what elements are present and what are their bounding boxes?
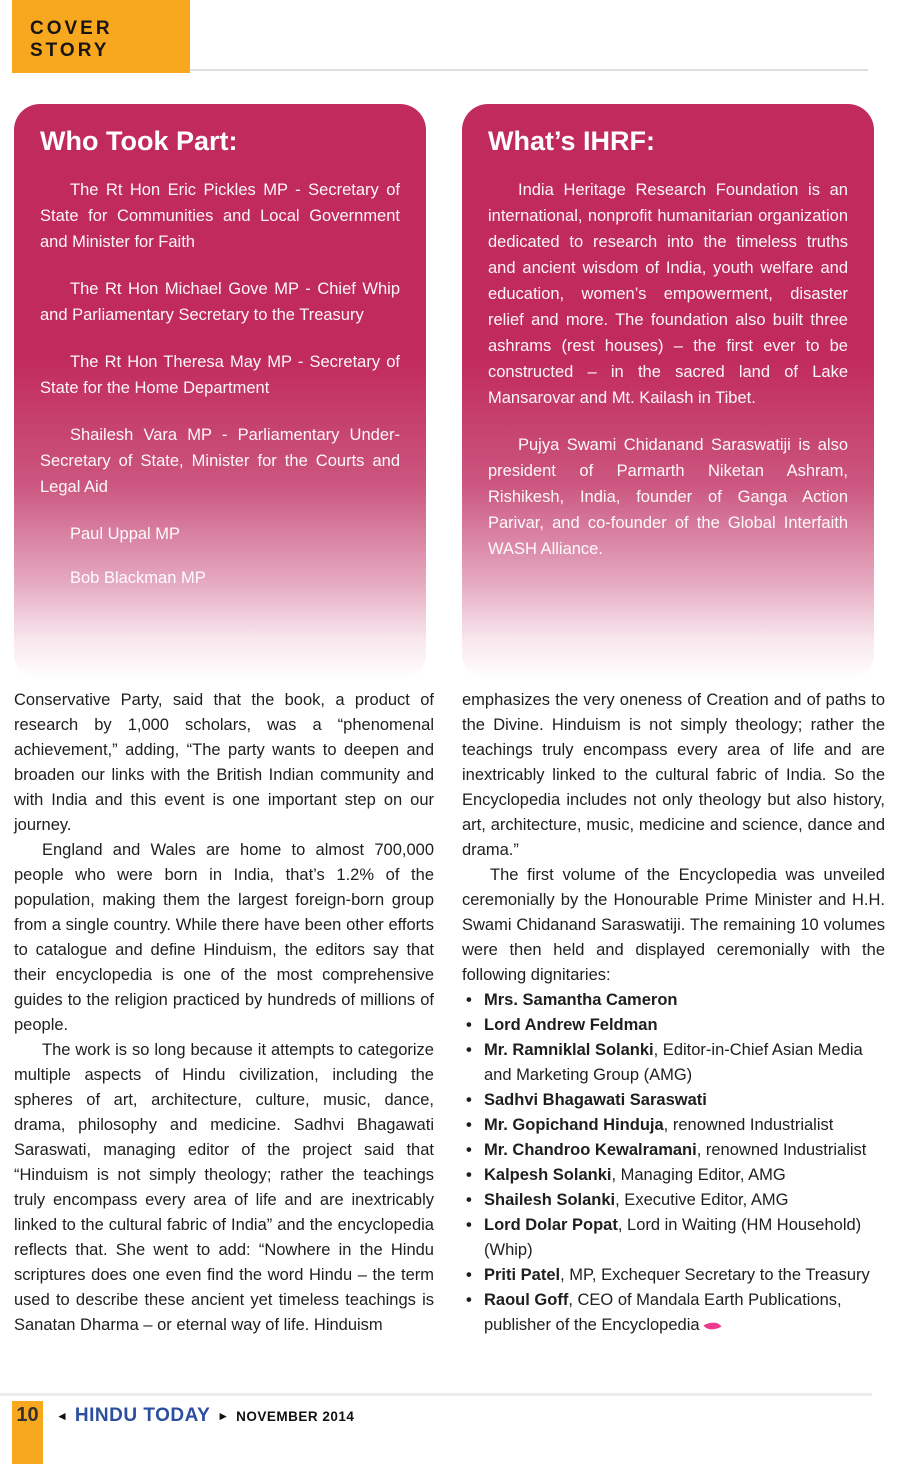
dignitary-role: , MP, Exchequer Secretary to the Treasury [560, 1266, 870, 1284]
dignitary-role: , renowned Industrialist [663, 1116, 834, 1134]
body-paragraph: emphasizes the very oneness of Creation and of paths to the Divine. Hinduism is not simply theology; rather the teachings truly encompass every area of life and are inextricably linked to the cultural fabric of India. So the Encyclopedia includes not only theology but also history, art, architecture, music, medicine and science, dance and drama.” [462, 691, 885, 859]
footer-divider [0, 1393, 872, 1396]
dignitary-role: , Lord in Waiting (HM Household) (Whip) [484, 1216, 862, 1259]
dignitary-name: Mrs. Samantha Cameron [484, 991, 678, 1009]
dignitary-name: Lord Andrew Feldman [484, 1016, 658, 1034]
who-item: The Rt Hon Eric Pickles MP - Secretary of State for Communities and Local Government and Minister for Faith [40, 181, 400, 251]
right-arrow-icon: ► [217, 1409, 230, 1423]
dignitary-item [462, 988, 885, 1013]
who-item: Bob Blackman MP [70, 569, 206, 587]
dignitary-name: Kalpesh Solanki [484, 1166, 612, 1184]
article-column-left [14, 688, 434, 1338]
dignitary-role: , Editor-in-Chief Asian Media and Marketing Group (AMG) [484, 1041, 863, 1084]
ihrf-title: What’s IHRF: [488, 126, 655, 156]
magazine-title: HINDU TODAY [74, 1405, 211, 1426]
cover-story-banner [12, 0, 190, 73]
dignitary-item [462, 1013, 885, 1038]
dignitary-name: Mr. Chandroo Kewalramani [484, 1141, 697, 1159]
body-paragraph: The first volume of the Encyclopedia was unveiled ceremonially by the Honourable Prime Minister and H.H. Swami Chidanand Saraswatiji. The remaining 10 volumes were then held and displayed ceremonially with the following dignitaries: [462, 866, 885, 984]
dignitary-item [462, 1188, 885, 1213]
footer-nav [56, 1402, 354, 1430]
dignitary-name: Mr. Gopichand Hinduja [484, 1116, 664, 1134]
dignitary-name: Mr. Ramniklal Solanki [484, 1041, 654, 1059]
dignitary-name: Raoul Goff [484, 1291, 569, 1309]
ihrf-paragraph: Pujya Swami Chidanand Saraswatiji is also president of Parmarth Niketan Ashram, Rishikesh, India, founder of Ganga Action Parivar, and co-founder of the Global Interfaith WASH Alliance. [488, 436, 848, 558]
page-number: 10 [16, 1404, 39, 1426]
who-item: Paul Uppal MP [70, 525, 181, 543]
body-paragraph: England and Wales are home to almost 700,000 people who were born in India, that’s 1.2% of the population, making them the largest foreign-born group from a single country. While there have been other efforts to catalogue and define Hinduism, the editors say that their encyclopedia is one of the most comprehensive guides to the religion practiced by hundreds of millions of people. [14, 841, 434, 1034]
dignitaries-list [462, 988, 885, 1338]
page-number-box [12, 1401, 43, 1464]
who-item: Shailesh Vara MP - Parliamentary Under-Secretary of State, Minister for the Courts and Legal Aid [40, 426, 400, 496]
dignitary-item [462, 1088, 885, 1113]
dignitary-item [462, 1263, 885, 1288]
dignitary-role: , CEO of Mandala Earth Publications, publisher of the Encyclopedia [484, 1291, 842, 1334]
dignitary-role: , renowned Industrialist [696, 1141, 867, 1159]
dignitary-item [462, 1038, 885, 1088]
dignitary-name: Lord Dolar Popat [484, 1216, 618, 1234]
header-divider [190, 69, 868, 71]
dignitary-name: Priti Patel [484, 1266, 561, 1284]
dignitary-name: Sadhvi Bhagawati Saraswati [484, 1091, 707, 1109]
ihrf-box [462, 104, 874, 680]
left-arrow-icon: ◄ [56, 1409, 68, 1423]
who-item: The Rt Hon Theresa May MP - Secretary of State for the Home Department [40, 353, 400, 397]
dignitary-item [462, 1213, 885, 1263]
body-paragraph: Conservative Party, said that the book, a product of research by 1,000 scholars, was a “phenomenal achievement,” adding, “The party wants to deepen and broaden our links with the British Indian community and with India and this event is one important step on our journey. [14, 691, 434, 834]
who-item: The Rt Hon Michael Gove MP - Chief Whip and Parliamentary Secretary to the Treasury [40, 280, 400, 324]
article-column-right [462, 688, 885, 1338]
dignitary-item [462, 1163, 885, 1188]
dignitary-name: Shailesh Solanki [484, 1191, 616, 1209]
dignitary-item [462, 1288, 885, 1338]
who-took-part-box [14, 104, 426, 680]
dignitary-item [462, 1138, 885, 1163]
dignitary-item [462, 1113, 885, 1138]
ihrf-paragraph: India Heritage Research Foundation is an international, nonprofit humanitarian organization dedicated to research into the timeless truths and ancient wisdom of India, youth welfare and education, women’s empowerment, disaster relief and more. The foundation also built three ashrams (rest houses) – the first ever to be constructed – in the sacred land of Lake Mansarovar and Mt. Kailash in Tibet. [488, 181, 848, 407]
dignitary-role: , Executive Editor, AMG [615, 1191, 789, 1209]
issue-date: NOVEMBER 2014 [236, 1408, 355, 1424]
dignitary-role: , Managing Editor, AMG [611, 1166, 786, 1184]
cover-story-label: COVER STORY [30, 18, 113, 61]
leaf-icon [703, 1318, 721, 1334]
who-took-part-title: Who Took Part: [40, 126, 238, 156]
body-paragraph: The work is so long because it attempts to categorize multiple aspects of Hindu civilization, including the spheres of art, architecture, culture, music, dance, drama, philosophy and medicine. Sadhvi Bhagawati Saraswati, managing editor of the project said that “Hinduism is not simply theology; rather the teachings truly encompass every area of life and are inextricably linked to the cultural fabric of India” and the encyclopedia reflects that. She went to add: “Nowhere in the Hindu scriptures does one even find the word Hindu – the term used to describe these ancient yet timeless teachings is Sanatan Dharma – or eternal way of life. Hinduism [14, 1041, 434, 1334]
